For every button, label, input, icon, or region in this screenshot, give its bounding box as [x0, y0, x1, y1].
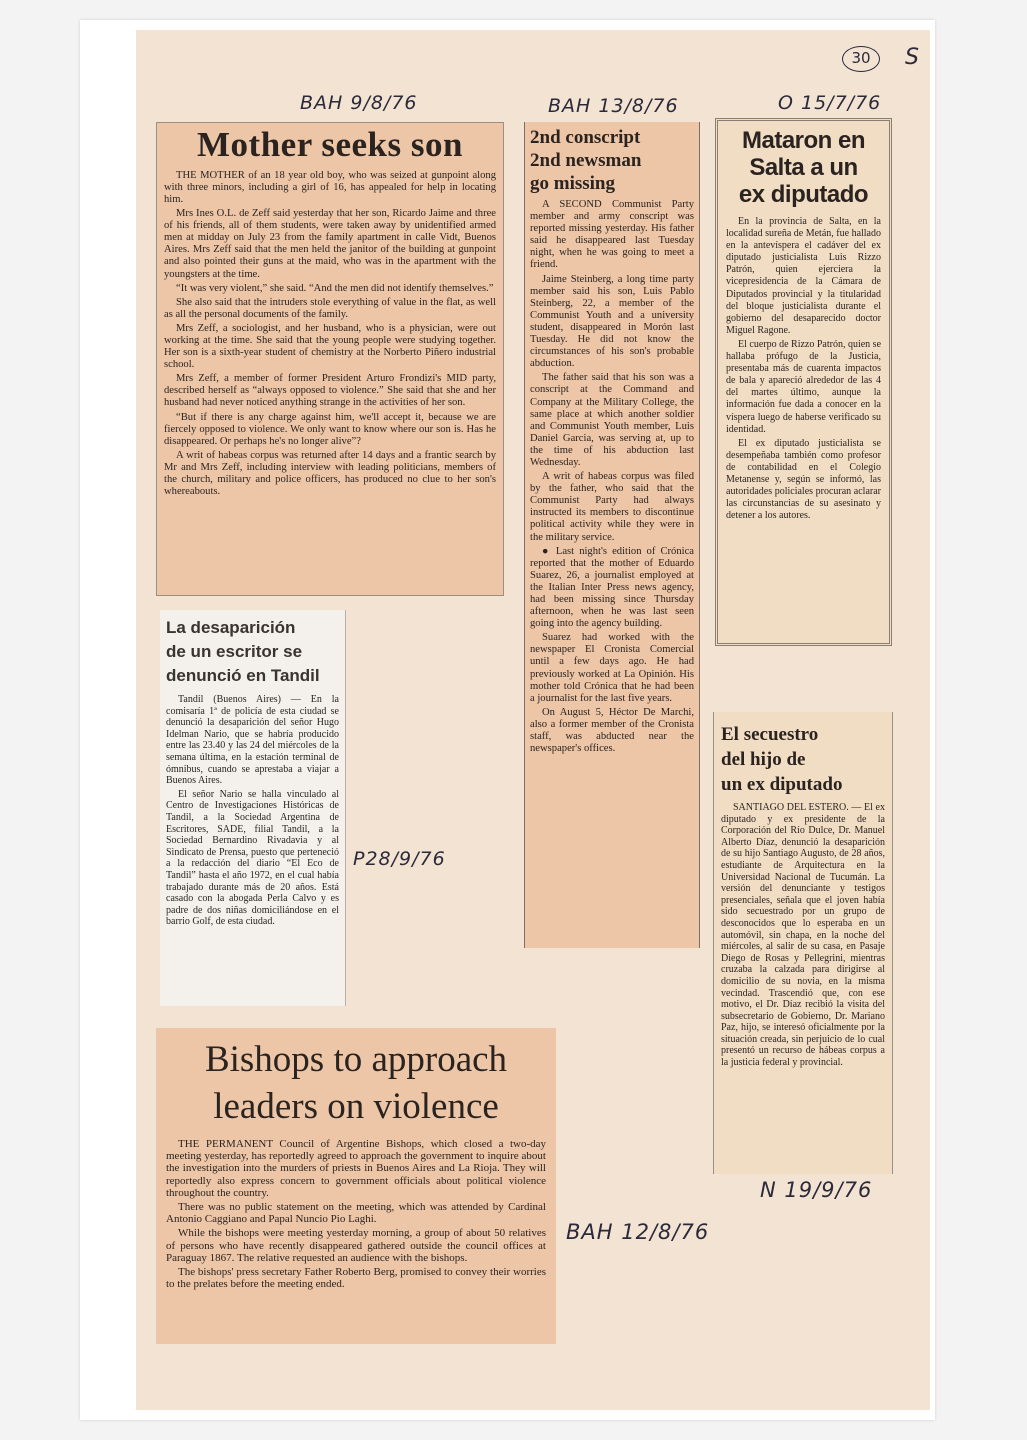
headline-line: ex diputado [738, 181, 869, 208]
paragraph: While the bishops were meeting yesterday morning, a group of about 50 relatives of persons who have recently disappeared gathered outside the council offices at Paraguay 1867. The relative requested an audience with the bishops. [166, 1227, 546, 1264]
headline-line: Bishops to approach [204, 1039, 508, 1080]
headline-line: go missing [530, 173, 615, 194]
paragraph: A writ of habeas corpus was returned after 14 days and a frantic search by Mr and Mrs Zeff, including interview with leading politicians, members of the church, military and police officers, has produced no clue to her son's whereabouts. [164, 449, 496, 498]
paragraph: THE PERMANENT Council of Argentine Bishops, which closed a two-day meeting yesterday, has reportedly agreed to approach the government to inquire about the investigation into the murders of priests in Buenos Aires and La Rioja. They will reportedly also express concern to government officials about political violence throughout the country. [166, 1138, 546, 1199]
date-tandil: P28/9/76 [353, 848, 446, 870]
page-number-circle [842, 46, 880, 72]
paragraph: The bishops' press secretary Father Roberto Berg, promised to convey their worries to the prelates before the meeting ended. [166, 1266, 546, 1291]
clipping-second-conscript [524, 122, 700, 948]
article-body-conscript [530, 199, 694, 755]
paragraph: Mrs Zeff, a member of former President Arturo Frondizi's MID party, described herself as “always opposed to violence.” She said that she and her husband had never noticed anything strange in the activities of her son. [164, 373, 496, 409]
article-body-tandil [166, 694, 339, 928]
paragraph: “It was very violent,” she said. “And the men did not identify themselves.” [176, 282, 494, 294]
paragraph: On August 5, Héctor De Marchi, also a former member of the Cronista staff, was abducted near the newspaper's offices. [530, 706, 694, 755]
corner-mark: S [905, 45, 920, 70]
headline-line: 2nd conscript [530, 127, 641, 148]
paragraph: A SECOND Communist Party member and army conscript was reported missing yesterday. His father said he disappeared last Tuesday night, when he was going to meet a friend. [530, 199, 694, 271]
clipping-bishops [156, 1028, 556, 1344]
paragraph: ● Last night's edition of Crónica reported that the mother of Eduardo Suarez, 26, a journalist employed at the Italian Inter Press news agency, had been missing since Thursday afternoon, when he was last seen going into the agency building. [530, 545, 694, 630]
paragraph: El señor Nario se halla vinculado al Centro de Investigaciones Históricas de Tandil, a la Sociedad Argentina de Escritores, SADE, filial Tandil, a la Sociedad Bernardino Rivadavia y al Sindicato de Prensa, puesto que perteneció a la redacción del diario “El Eco de Tandil” hasta el año 1972, en el cual había trabajado durante más de 20 años. Está casado con la abogada Perla Calvo y es padre de dos niñas domiciliándose en el barrio Golf, de esta ciudad. [166, 788, 339, 928]
date-mother: BAH 9/8/76 [300, 92, 418, 114]
paragraph: Mrs Zeff, a sociologist, and her husband, who is a physician, were out working at the time. She said that the young people were studying together. Her son is a sixth-year student of chemistry at the Norberto Piñero industrial school. [164, 322, 496, 371]
headline-line: La desaparición [166, 618, 296, 637]
headline-tandil [166, 616, 339, 688]
paragraph: THE MOTHER of an 18 year old boy, who was seized at gunpoint along with three minors, including a girl of 16, has appealed for help in locating him. [164, 169, 496, 205]
date-mataron: O 15/7/76 [778, 92, 882, 114]
paragraph: “But if there is any charge against him, we'll accept it, because we are fiercely opposed to violence. We only want to know where our son is. Has he disappeared. Or perhaps he's no longer alive”? [164, 411, 496, 447]
headline-line: un ex diputado [721, 774, 843, 795]
headline-mother-seeks-son: Mother seeks son [197, 125, 463, 164]
paragraph: A writ of habeas corpus was filed by the father, who said that the Communist Party had always instructed its members to discontinue political activity while they were in the military service. [530, 471, 694, 543]
paragraph: En la provincia de Salta, en la localidad sureña de Metán, fue hallado en la antevíspera el cadáver del ex diputado justicialista Luis Rizzo Patrón, quien ejerciera la vicepresidencia de la Cámara de Diputados provincial y la titularidad del bloque justicialista durante el gobierno del desaparecido doctor Miguel Ragone. [726, 216, 881, 336]
headline-line: de un escritor se [166, 642, 303, 661]
headline-secuestro [721, 722, 885, 797]
article-body-mother [164, 170, 496, 498]
paragraph: She also said that the intruders stole everything of value in the flat, as well as all the personal documents of the family. [164, 296, 496, 320]
headline-line: Mataron en [741, 127, 865, 154]
paragraph: SANTIAGO DEL ESTERO. — El ex diputado y ex presidente de la Corporación del Río Dulce, Dr. Manuel Alberto Díaz, denunció la desaparición de su hijo Santiago Augusto, de 28 años, estudiante de Arquitectura en la Universidad Nacional de Tucumán. La versión del denunciante y testigos presenciales, señala que el joven había sido secuestrado por un grupo de desconocidos que lo esperaba en un automóvil, sin chapa, en la noche del miércoles, al salir de su casa, en Pasaje Diego de Rosas y Pellegrini, mientras cruzaba la calzada para dirigirse al domicilio de su novia, en la misma vecindad. Trascendió que, con ese motivo, el Dr. Díaz recibió la visita del subsecretario de Gobierno, Dr. Mariano Paz, hijo, se interesó oficialmente por la situación creada, sin perjuicio de lo cual presentó un recurso de hábeas corpus a la justicia federal y provincial. [721, 802, 885, 1069]
headline-line: Salta a un [749, 154, 858, 181]
headline-line: El secuestro [721, 724, 819, 745]
headline-line: 2nd newsman [530, 150, 642, 171]
date-conscript: BAH 13/8/76 [548, 95, 679, 117]
clipping-el-secuestro [713, 712, 893, 1174]
page-number: 30 [851, 49, 871, 67]
article-body-bishops [166, 1138, 546, 1290]
paragraph: El cuerpo de Rizzo Patrón, quien se hallaba prófugo de la Justicia, presentaba más de cuarenta impactos de bala y apareció alrededor de las 4 del martes último, aunque la información fue dada a conocer en la víspera luego de haberse verificado su identidad. [726, 338, 882, 435]
paragraph: The father said that his son was a conscript at the Command and Company at the Military College, the same place at which another soldier and Communist Youth member, Luis Daniel Garcia, was serving at, up to the time of his abduction last Wednesday. [530, 372, 694, 468]
headline-bishops [166, 1036, 546, 1130]
paragraph: El ex diputado justicialista se desempeñaba también como profesor de contabilidad en el Colegio Metanense y, según se informó, las autoridades policiales procuran aclarar las circunstancias de su asesinato y detener a los autores. [726, 437, 881, 522]
clipping-tandil [160, 610, 346, 1006]
article-body-secuestro [721, 802, 885, 1069]
paragraph: Jaime Steinberg, a long time party member said his son, Luis Pablo Steinberg, 22, a member of the Communist Youth and a university student, disappeared in Morón last Tuesday. He did not know the circumstances of his son's probable abduction. [530, 273, 694, 370]
paragraph: Tandil (Buenos Aires) — En la comisaría 1ª de policía de esta ciudad se denunció la desaparición del señor Hugo Idelman Nario, que se habría producido entre las 23.40 y las 24 del miércoles de la semana última, en la estación terminal de ómnibus, cuando se aprestaba a viajar a Buenos Aires. [166, 694, 339, 787]
headline-line: del hijo de [721, 749, 806, 770]
paragraph: Suarez had worked with the newspaper El Cronista Comercial until a few days ago. He had previously worked at La Opinión. His mother told Crónica that he had been a journalist for the last five years. [530, 632, 694, 704]
paragraph: There was no public statement on the meeting, which was attended by Cardinal Antonio Caggiano and Papal Nuncio Pio Laghi. [166, 1201, 546, 1226]
headline-line: leaders on violence [213, 1086, 499, 1127]
clipping-mother-seeks-son [156, 122, 504, 596]
article-body-mataron [726, 216, 881, 522]
paragraph: Mrs Ines O.L. de Zeff said yesterday that her son, Ricardo Jaime and three of his friends, all of them students, were taken away by unidentified armed men at midday on July 23 from the family apartment in calle Vidt, Buenos Aires. Mrs Zeff said that the men held the janitor of the building at gunpoint and also pointed their guns at the maid, who was in the apartment with the youngsters at the time. [164, 208, 496, 280]
date-bishops: BAH 12/8/76 [566, 1220, 710, 1244]
headline-mataron [726, 127, 881, 208]
headline-second-conscript [530, 126, 694, 195]
clipping-mataron-en-salta [715, 118, 892, 646]
date-secuestro: N 19/9/76 [760, 1178, 873, 1202]
headline-line: denunció en Tandil [166, 666, 320, 685]
